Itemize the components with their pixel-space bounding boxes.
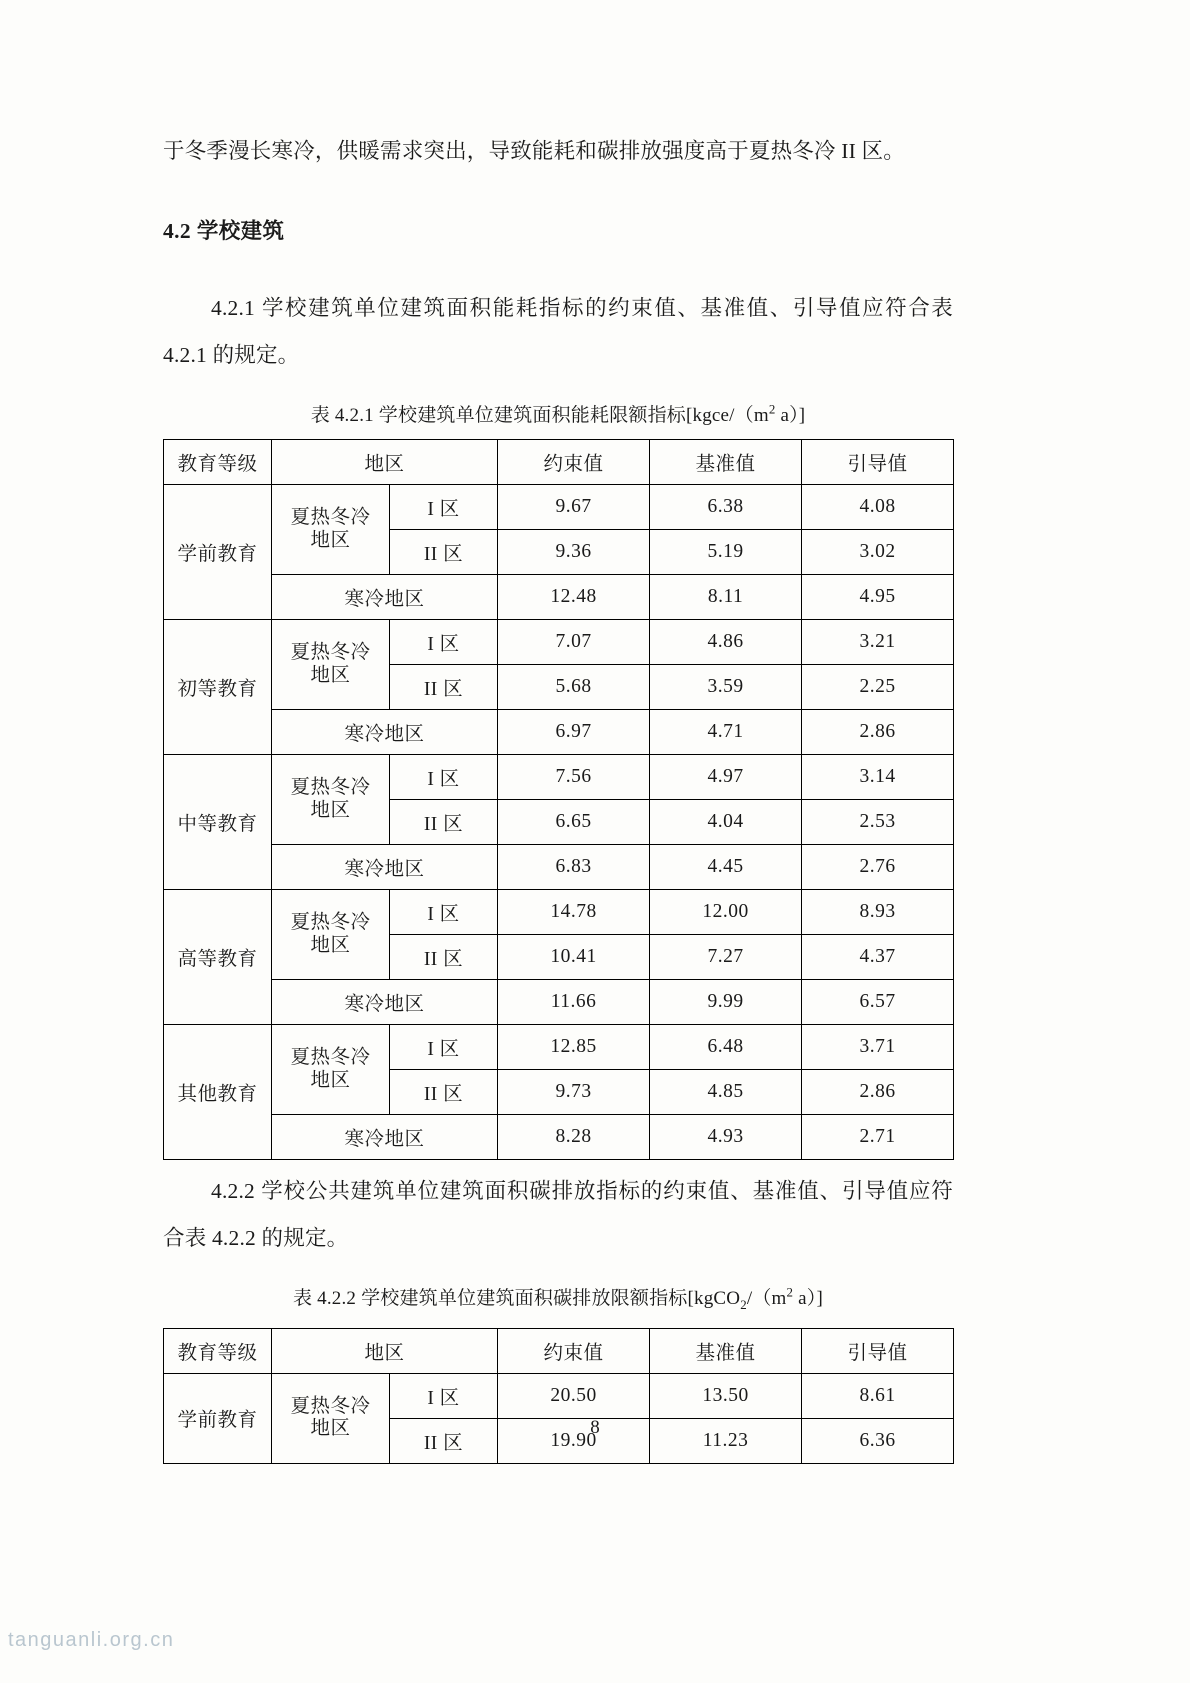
zone-label: II 区 [390,935,498,980]
binding-value: 10.41 [498,935,650,980]
page-number: 8 [590,1417,600,1438]
level-label: 初等教育 [164,620,272,755]
zone-group-label-line2: 地区 [310,934,351,956]
binding-value: 19.90 [498,1418,650,1463]
baseline-value: 7.27 [650,935,802,980]
header-region: 地区 [272,1328,498,1373]
baseline-value: 13.50 [650,1373,802,1418]
baseline-value: 4.97 [650,755,802,800]
zone-label: I 区 [390,485,498,530]
table-422-caption-suffix: a）] [793,1288,824,1309]
zone-label: II 区 [390,530,498,575]
table-421-caption [163,401,953,431]
clause-4-2-2-paragraph: 4.2.2 学校公共建筑单位建筑面积碳排放指标的约束值、基准值、引导值应符合表 4.2.2 的规定。 [163,1179,953,1250]
guiding-value: 2.71 [802,1115,954,1160]
guiding-value: 3.71 [802,1025,954,1070]
energy-limit-table [163,439,954,1160]
zone-group-label-line1: 夏热冬冷 [290,1047,371,1069]
baseline-value: 4.86 [650,620,802,665]
zone-label: 寒冷地区 [272,1115,498,1160]
table-row [164,620,954,665]
binding-value: 9.67 [498,485,650,530]
guiding-value: 6.36 [802,1418,954,1463]
zone-label: 寒冷地区 [272,575,498,620]
baseline-value: 12.00 [650,890,802,935]
guiding-value: 6.57 [802,980,954,1025]
binding-value: 9.36 [498,530,650,575]
table-422-caption-subscript: 2 [740,1296,747,1312]
zone-group-label-line2: 地区 [310,1069,351,1091]
guiding-value: 3.02 [802,530,954,575]
table-421-body [164,485,954,1160]
guiding-value: 4.08 [802,485,954,530]
zone-label: I 区 [390,1373,498,1418]
baseline-value: 6.38 [650,485,802,530]
table-row [164,980,954,1025]
clause-4-2-1-paragraph: 4.2.1 学校建筑单位建筑面积能耗指标的约束值、基准值、引导值应符合表 4.2.1 的规定。 [163,296,953,367]
header-guiding-value: 引导值 [802,440,954,485]
baseline-value: 5.19 [650,530,802,575]
table-421-caption-superscript: 2 [768,401,776,417]
zone-group-label-line2: 地区 [310,529,351,551]
zone-label: II 区 [390,665,498,710]
section-heading-4-2: 4.2 学校建筑 [163,219,285,243]
guiding-value: 2.86 [802,710,954,755]
zone-label: I 区 [390,1025,498,1070]
zone-label: 寒冷地区 [272,845,498,890]
header-education-level: 教育等级 [164,440,272,485]
binding-value: 20.50 [498,1373,650,1418]
table-row [164,845,954,890]
table-421-caption-suffix: a）] [775,405,806,426]
guiding-value: 2.53 [802,800,954,845]
header-guiding-value: 引导值 [802,1328,954,1373]
binding-value: 9.73 [498,1070,650,1115]
guiding-value: 2.76 [802,845,954,890]
guiding-value: 4.95 [802,575,954,620]
binding-value: 5.68 [498,665,650,710]
zone-group-label-line2: 地区 [310,1418,351,1440]
guiding-value: 4.37 [802,935,954,980]
binding-value: 7.07 [498,620,650,665]
binding-value: 7.56 [498,755,650,800]
binding-value: 6.65 [498,800,650,845]
baseline-value: 3.59 [650,665,802,710]
baseline-value: 4.85 [650,1070,802,1115]
header-baseline-value: 基准值 [650,1328,802,1373]
level-label: 其他教育 [164,1025,272,1160]
zone-group-label-line1: 夏热冬冷 [290,1395,371,1417]
binding-value: 14.78 [498,890,650,935]
baseline-value: 6.48 [650,1025,802,1070]
table-row [164,1115,954,1160]
baseline-value: 4.93 [650,1115,802,1160]
baseline-value: 4.04 [650,800,802,845]
guiding-value: 2.86 [802,1070,954,1115]
table-row [164,1373,954,1418]
header-binding-value: 约束值 [498,440,650,485]
table-row [164,890,954,935]
table-422-header-row [164,1328,954,1373]
table-row [164,575,954,620]
table-row [164,710,954,755]
binding-value: 6.97 [498,710,650,755]
zone-group-label [272,620,390,710]
zone-group-label [272,485,390,575]
binding-value: 12.48 [498,575,650,620]
level-label: 高等教育 [164,890,272,1025]
baseline-value: 9.99 [650,980,802,1025]
binding-value: 6.83 [498,845,650,890]
zone-label: I 区 [390,620,498,665]
zone-group-label [272,890,390,980]
zone-label: 寒冷地区 [272,710,498,755]
zone-group-label-line1: 夏热冬冷 [290,777,371,799]
baseline-value: 11.23 [650,1418,802,1463]
zone-label: I 区 [390,755,498,800]
guiding-value: 8.93 [802,890,954,935]
zone-label: II 区 [390,1418,498,1463]
header-region: 地区 [272,440,498,485]
table-row [164,755,954,800]
zone-group-label-line1: 夏热冬冷 [290,507,371,529]
zone-group-label [272,1025,390,1115]
table-422-caption-mid: /（m [746,1288,787,1309]
guiding-value: 2.25 [802,665,954,710]
binding-value: 11.66 [498,980,650,1025]
carbon-limit-table [163,1328,954,1464]
zone-group-label-line1: 夏热冬冷 [290,642,371,664]
baseline-value: 4.45 [650,845,802,890]
table-422-caption-prefix: 表 4.2.2 学校建筑单位建筑面积碳排放限额指标[kgCO [292,1288,741,1309]
level-label: 中等教育 [164,755,272,890]
page-content [163,128,953,1464]
zone-label: I 区 [390,890,498,935]
zone-label: 寒冷地区 [272,980,498,1025]
binding-value: 12.85 [498,1025,650,1070]
table-row [164,1025,954,1070]
header-binding-value: 约束值 [498,1328,650,1373]
intro-paragraph: 于冬季漫长寒冷，供暖需求突出，导致能耗和碳排放强度高于夏热冬冷 II 区。 [163,139,905,163]
baseline-value: 8.11 [650,575,802,620]
header-baseline-value: 基准值 [650,440,802,485]
level-label: 学前教育 [164,485,272,620]
table-422-caption-superscript: 2 [786,1284,794,1300]
header-education-level: 教育等级 [164,1328,272,1373]
table-row [164,485,954,530]
level-label: 学前教育 [164,1373,272,1463]
zone-label: II 区 [390,1070,498,1115]
guiding-value: 3.21 [802,620,954,665]
binding-value: 8.28 [498,1115,650,1160]
zone-group-label [272,755,390,845]
table-421-header-row [164,440,954,485]
guiding-value: 3.14 [802,755,954,800]
watermark: tanguanli.org.cn [8,1629,175,1651]
zone-group-label-line2: 地区 [310,799,351,821]
zone-label: II 区 [390,800,498,845]
guiding-value: 8.61 [802,1373,954,1418]
zone-group-label-line1: 夏热冬冷 [290,912,371,934]
baseline-value: 4.71 [650,710,802,755]
table-421-caption-prefix: 表 4.2.1 学校建筑单位建筑面积能耗限额指标[kgce/（m [310,405,769,426]
zone-group-label-line2: 地区 [310,664,351,686]
table-422-caption [163,1284,953,1320]
